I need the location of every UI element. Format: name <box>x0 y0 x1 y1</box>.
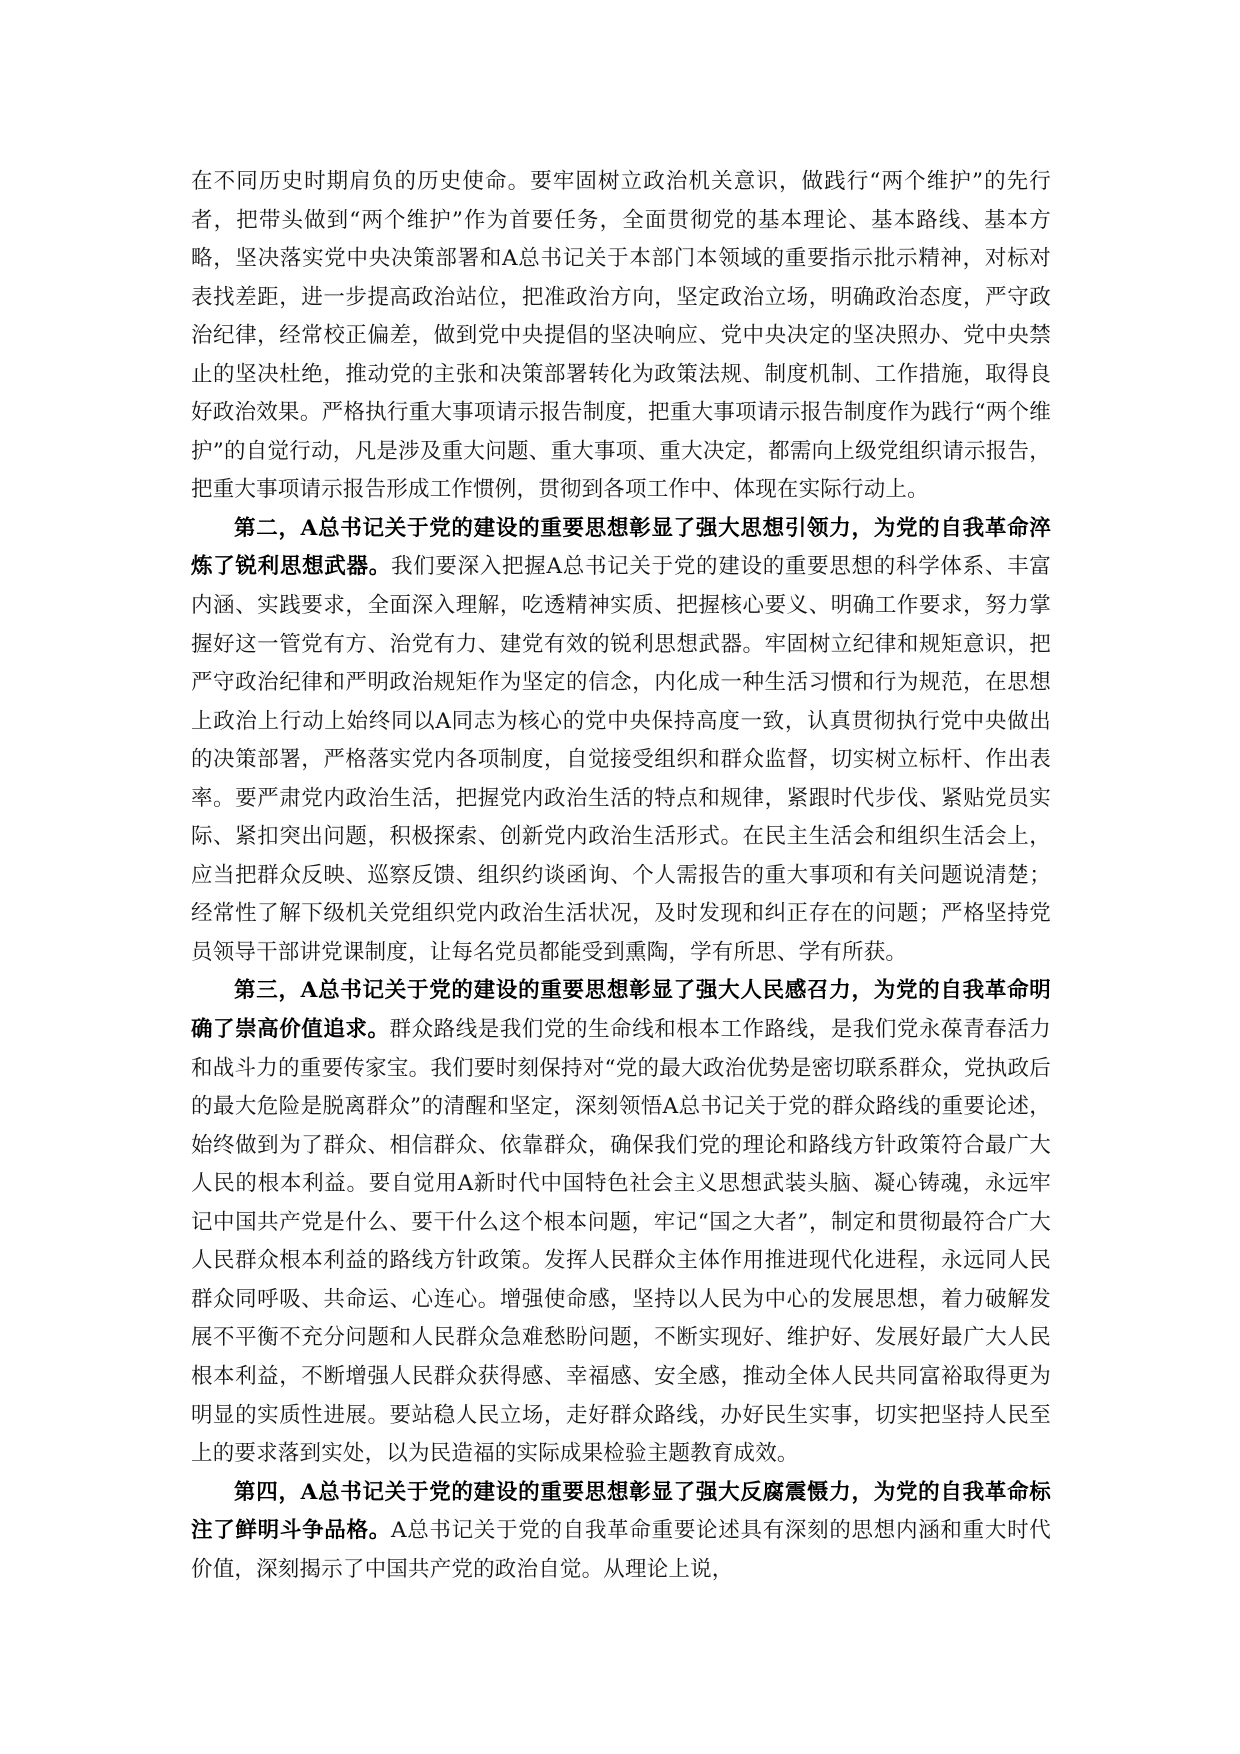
paragraph-text: 我们要深入把握A总书记关于党的建设的重要思想的科学体系、丰富内涵、实践要求，全面深入理解，吃透精神实质、把握核心要义、明确工作要求，努力掌握好这一管党有方、治党有力、建党有效的锐利思想武器。牢固树立纪律和规矩意识，把严守政治纪律和严明政治规矩作为坚定的信念，内化成一种生活习惯和行为规范，在思想上政治上行动上始终同以A同志为核心的党中央保持高度一致，认真贯彻执行党中央做出的决策部署，严格落实党内各项制度，自觉接受组织和群众监督，切实树立标杆、作出表率。要严肃党内政治生活，把握党内政治生活的特点和规律，紧跟时代步伐、紧贴党员实际、紧扣突出问题，积极探索、创新党内政治生活形式。在民主生活会和组织生活会上，应当把群众反映、巡察反馈、组织约谈函询、个人需报告的重大事项和有关问题说清楚；经常性了解下级机关党组织党内政治生活状况，及时发现和纠正存在的问题；严格坚持党员领导干部讲党课制度，让每名党员都能受到熏陶，学有所思、学有所获。 <box>191 554 1051 965</box>
paragraph-lead-bold: 第二，A总书记关于党的建设的重要思想彰显了强大思想引领力，为党的自我革命淬炼了锐利思想武器。 <box>191 515 1051 580</box>
paragraph-fourth <box>191 1474 1051 1590</box>
paragraph-text: 群众路线是我们党的生命线和根本工作路线，是我们党永葆青春活力和战斗力的重要传家宝。我们要时刻保持对“党的最大政治优势是密切联系群众，党执政后的最大危险是脱离群众”的清醒和坚定，深刻领悟A总书记关于党的群众路线的重要论述，始终做到为了群众、相信群众、依靠群众，确保我们党的理论和路线方针政策符合最广大人民的根本利益。要自觉用A新时代中国特色社会主义思想武装头脑、凝心铸魂，永远牢记中国共产党是什么、要干什么这个根本问题，牢记“国之大者”，制定和贯彻最符合广大人民群众根本利益的路线方针政策。发挥人民群众主体作用推进现代化进程，永远同人民群众同呼吸、共命运、心连心。增强使命感，坚持以人民为中心的发展思想，着力破解发展不平衡不充分问题和人民群众急难愁盼问题，不断实现好、维护好、发展好最广大人民根本利益，不断增强人民群众获得感、幸福感、安全感，推动全体人民共同富裕取得更为明显的实质性进展。要站稳人民立场，走好群众路线，办好民生实事，切实把坚持人民至上的要求落到实处，以为民造福的实际成果检验主题教育成效。 <box>191 1017 1051 1467</box>
paragraph-text: A总书记关于党的自我革命重要论述具有深刻的思想内涵和重大时代价值，深刻揭示了中国共产党的政治自觉。从理论上说， <box>191 1518 1051 1582</box>
document-body <box>191 163 1051 1589</box>
paragraph-lead-bold: 第四，A总书记关于党的建设的重要思想彰显了强大反腐震慑力，为党的自我革命标注了鲜明斗争品格。 <box>191 1479 1051 1544</box>
paragraph-text: 在不同历史时期肩负的历史使命。要牢固树立政治机关意识，做践行“两个维护”的先行者，把带头做到“两个维护”作为首要任务，全面贯彻党的基本理论、基本路线、基本方略，坚决落实党中央决策部署和A总书记关于本部门本领域的重要指示批示精神，对标对表找差距，进一步提高政治站位，把准政治方向，坚定政治立场，明确政治态度，严守政治纪律，经常校正偏差，做到党中央提倡的坚决响应、党中央决定的坚决照办、党中央禁止的坚决杜绝，推动党的主张和决策部署转化为政策法规、制度机制、工作措施，取得良好政治效果。严格执行重大事项请示报告制度，把重大事项请示报告制度作为践行“两个维护”的自觉行动，凡是涉及重大问题、重大事项、重大决定，都需向上级党组织请示报告，把重大事项请示报告形成工作惯例，贯彻到各项工作中、体现在实际行动上。 <box>191 169 1051 503</box>
paragraph-lead-bold: 第三，A总书记关于党的建设的重要思想彰显了强大人民感召力，为党的自我革命明确了崇高价值追求。 <box>191 978 1051 1043</box>
paragraph-third <box>191 972 1051 1473</box>
paragraph-continuation <box>191 163 1051 510</box>
paragraph-second <box>191 510 1051 973</box>
